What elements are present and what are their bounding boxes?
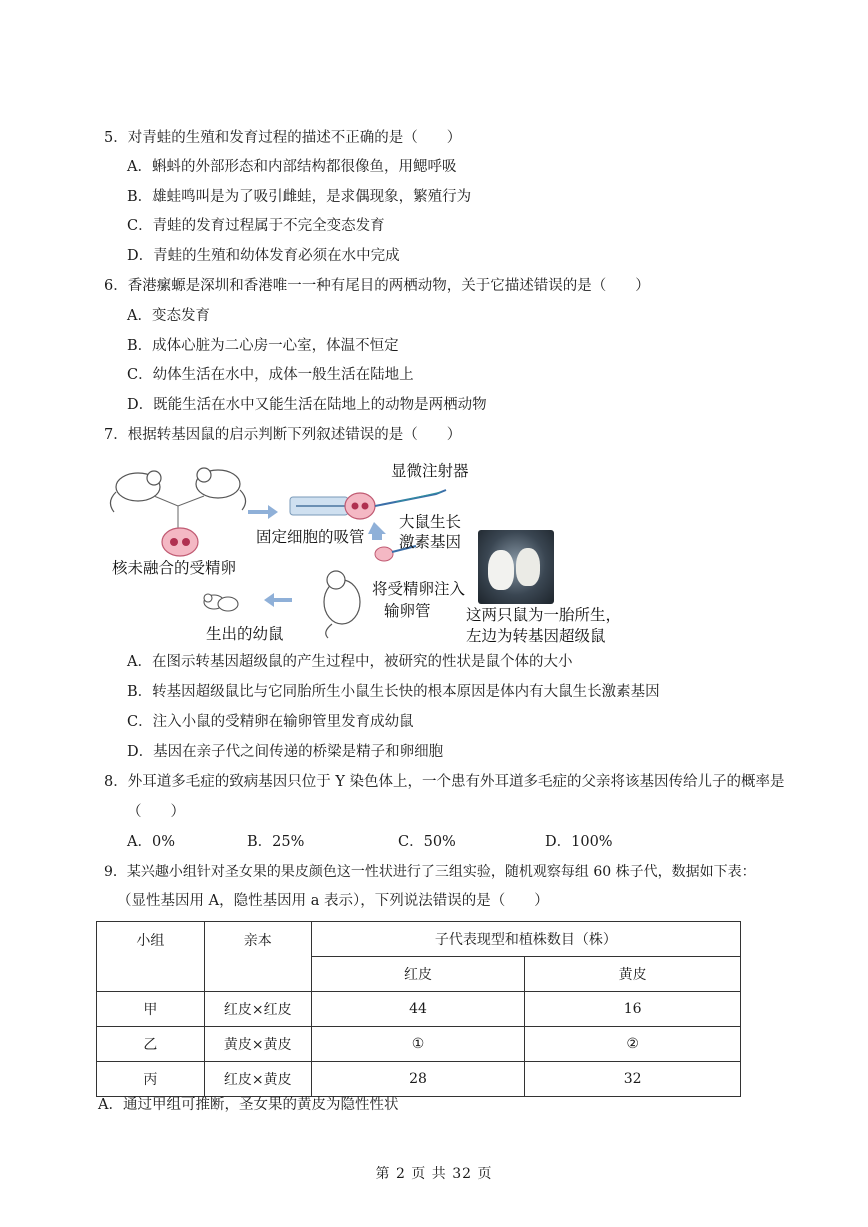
header-red-skin: 红皮 [311, 957, 525, 992]
cell-red-count: ① [311, 1027, 525, 1062]
label-caption-line2: 左边为转基因超级鼠 [466, 627, 606, 645]
label-fertilized-egg: 核未融合的受精卵 [112, 559, 237, 577]
label-caption-line1: 这两只鼠为一胎所生， [466, 606, 622, 624]
question-8-option-c: C．50% [398, 834, 456, 850]
cell-yellow-count: ② [525, 1027, 741, 1062]
page-footer: 第 2 页 共 32 页 [375, 1166, 493, 1182]
question-5-option-a: A．蝌蚪的外部形态和内部结构都很像鱼，用鳃呼吸 [127, 159, 457, 175]
table-row [97, 992, 741, 1027]
cell-yellow-count: 16 [525, 992, 741, 1027]
cell-group: 丙 [97, 1062, 205, 1097]
question-5-option-b: B．雄蛙鸣叫是为了吸引雌蛙，是求偶现象，繁殖行为 [127, 189, 472, 205]
question-6-option-a: A．变态发育 [127, 308, 210, 324]
question-7-stem: 7．根据转基因鼠的启示判断下列叙述错误的是（ ） [104, 427, 462, 443]
question-8-option-a: A．0% [127, 834, 175, 850]
label-inject-line2: 输卵管 [384, 602, 431, 620]
header-parent: 亲本 [204, 922, 311, 992]
question-7-option-b: B．转基因超级鼠比与它同胎所生小鼠生长快的根本原因是体内有大鼠生长激素基因 [127, 684, 660, 700]
cell-red-count: 44 [311, 992, 525, 1027]
question-8-stem-continued: （ ） [127, 804, 185, 820]
question-7-option-d: D．基因在亲子代之间传递的桥梁是精子和卵细胞 [127, 744, 444, 760]
question-7-option-a: A．在图示转基因超级鼠的产生过程中，被研究的性状是鼠个体的大小 [127, 654, 573, 670]
cell-parent: 黄皮×黄皮 [204, 1027, 311, 1062]
question-6-option-b: B．成体心脏为二心房一心室，体温不恒定 [127, 338, 399, 354]
cell-parent: 红皮×红皮 [204, 992, 311, 1027]
question-9-stem-continued: （显性基因用 A，隐性基因用 a 表示），下列说法错误的是（ ） [117, 893, 549, 909]
question-5-stem: 5．对青蛙的生殖和发育过程的描述不正确的是（ ） [104, 130, 462, 146]
label-holding-pipette: 固定细胞的吸管 [256, 528, 365, 546]
cell-yellow-count: 32 [525, 1062, 741, 1097]
question-8-option-b: B．25% [247, 834, 305, 850]
question-7-option-c: C．注入小鼠的受精卵在输卵管里发育成幼鼠 [127, 714, 414, 730]
question-9-stem: 9．某兴趣小组针对圣女果的果皮颜色这一性状进行了三组实验，随机观察每组 60 株子代，数据如下表： [104, 864, 756, 880]
question-5-option-d: D．青蛙的生殖和幼体发育必须在水中完成 [127, 248, 400, 264]
experiment-table [96, 921, 741, 1097]
question-6-option-d: D．既能生活在水中又能生活在陆地上的动物是两栖动物 [127, 397, 487, 413]
header-yellow-skin: 黄皮 [525, 957, 741, 992]
table-row [97, 1062, 741, 1097]
label-growth-gene-line2: 激素基因 [399, 533, 462, 551]
cell-group: 乙 [97, 1027, 205, 1062]
question-8-option-d: D．100% [545, 834, 613, 850]
header-group: 小组 [97, 922, 205, 992]
label-growth-gene-line1: 大鼠生长 [399, 513, 462, 531]
table-row [97, 1027, 741, 1062]
header-offspring: 子代表现型和植株数目（株） [311, 922, 740, 957]
question-9-option-a: A．通过甲组可推断，圣女果的黄皮为隐性性状 [98, 1097, 399, 1113]
cell-parent: 红皮×黄皮 [204, 1062, 311, 1097]
cell-red-count: 28 [311, 1062, 525, 1097]
label-inject-line1: 将受精卵注入 [372, 580, 466, 598]
question-5-option-c: C．青蛙的发育过程属于不完全变态发育 [127, 218, 385, 234]
cell-group: 甲 [97, 992, 205, 1027]
label-micro-injector: 显微注射器 [391, 462, 469, 480]
question-8-stem: 8．外耳道多毛症的致病基因只位于 Y 染色体上，一个患有外耳道多毛症的父亲将该基因传给儿子的概率是 [104, 774, 785, 790]
question-6-option-c: C．幼体生活在水中，成体一般生活在陆地上 [127, 367, 414, 383]
label-newborn-mice: 生出的幼鼠 [206, 625, 284, 643]
question-6-stem: 6．香港瘰螈是深圳和香港唯一一种有尾目的两栖动物，关于它描述错误的是（ ） [104, 278, 650, 294]
